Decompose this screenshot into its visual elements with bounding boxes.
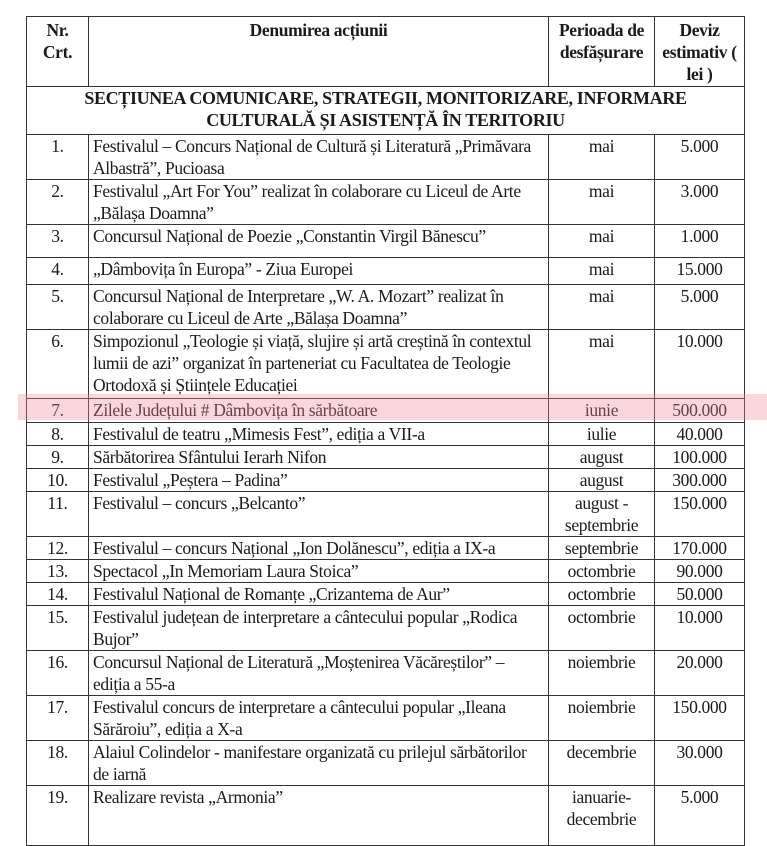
budget-cell: 5.000 — [655, 135, 745, 180]
table-row — [27, 258, 745, 285]
period-cell: mai — [549, 330, 655, 399]
section-title: SECȚIUNEA COMUNICARE, STRATEGII, MONITORIZARE, INFORMARE CULTURALĂ ȘI ASISTENȚĂ ÎN TERITORIU — [27, 87, 745, 135]
table-row — [27, 330, 745, 399]
budget-cell: 150.000 — [655, 696, 745, 741]
period-cell: august — [549, 469, 655, 492]
table-row — [27, 651, 745, 696]
table-row — [27, 285, 745, 330]
action-name-cell: Festivalul – concurs „Belcanto” — [89, 492, 549, 537]
table-row — [27, 423, 745, 446]
budget-cell: 300.000 — [655, 469, 745, 492]
period-cell: noiembrie — [549, 696, 655, 741]
action-name-cell: Alaiul Colindelor - manifestare organizată cu prilejul sărbătorilor de iarnă — [89, 741, 549, 786]
action-name-cell: Festivalul „Art For You” realizat în colaborare cu Liceul de Arte „Bălașa Doamna” — [89, 180, 549, 225]
budget-cell: 50.000 — [655, 583, 745, 606]
budget-cell: 90.000 — [655, 560, 745, 583]
row-number-cell: 9. — [27, 446, 89, 469]
period-cell: octombrie — [549, 583, 655, 606]
table-row — [27, 135, 745, 180]
row-number-cell: 16. — [27, 651, 89, 696]
budget-cell: 20.000 — [655, 651, 745, 696]
table-header-row — [27, 17, 745, 87]
row-number-cell: 6. — [27, 330, 89, 399]
period-cell: octombrie — [549, 560, 655, 583]
table-row — [27, 446, 745, 469]
action-name-cell: Simpozionul „Teologie și viață, slujire și artă creștină în contextul lumii de azi” organizat în parteneriat cu Facultatea de Teologie Ortodoxă și Științele Educației — [89, 330, 549, 399]
row-number-cell: 5. — [27, 285, 89, 330]
budget-cell: 150.000 — [655, 492, 745, 537]
action-name-cell: Festivalul „Peștera – Padina” — [89, 469, 549, 492]
action-name-cell: Spectacol „In Memoriam Laura Stoica” — [89, 560, 549, 583]
row-number-cell: 10. — [27, 469, 89, 492]
header-nr: Nr. Crt. — [27, 17, 89, 87]
table-row — [27, 786, 745, 846]
table-row — [27, 469, 745, 492]
table-row — [27, 560, 745, 583]
table-row — [27, 606, 745, 651]
action-name-cell: Zilele Județului # Dâmbovița în sărbătoare — [89, 399, 549, 423]
table-row — [27, 741, 745, 786]
row-number-cell: 11. — [27, 492, 89, 537]
row-number-cell: 7. — [27, 399, 89, 423]
period-cell: ianuarie- decembrie — [549, 786, 655, 846]
table-row — [27, 399, 745, 423]
period-cell: decembrie — [549, 741, 655, 786]
budget-cell: 100.000 — [655, 446, 745, 469]
table-row — [27, 583, 745, 606]
budget-cell: 1.000 — [655, 225, 745, 258]
budget-cell: 500.000 — [655, 399, 745, 423]
budget-cell: 10.000 — [655, 330, 745, 399]
period-cell: septembrie — [549, 537, 655, 560]
action-name-cell: Festivalul Național de Romanțe „Crizantema de Aur” — [89, 583, 549, 606]
row-number-cell: 2. — [27, 180, 89, 225]
action-name-cell: Concursul Național de Poezie „Constantin Virgil Bănescu” — [89, 225, 549, 258]
section-row — [27, 87, 745, 135]
action-name-cell: Festivalul de teatru „Mimesis Fest”, ediția a VII-a — [89, 423, 549, 446]
header-budget: Deviz estimativ ( lei ) — [655, 17, 745, 87]
budget-cell: 170.000 — [655, 537, 745, 560]
table-row — [27, 225, 745, 258]
row-number-cell: 15. — [27, 606, 89, 651]
period-cell: mai — [549, 225, 655, 258]
period-cell: iunie — [549, 399, 655, 423]
action-name-cell: Festivalul județean de interpretare a cântecului popular „Rodica Bujor” — [89, 606, 549, 651]
action-name-cell: Concursul Național de Interpretare „W. A. Mozart” realizat în colaborare cu Liceul de Arte „Bălașa Doamna” — [89, 285, 549, 330]
action-name-cell: Festivalul concurs de interpretare a cântecului popular „Ileana Sărăroiu”, ediția a X-a — [89, 696, 549, 741]
action-name-cell: Festivalul – Concurs Național de Cultură și Literatură „Primăvara Albastră”, Pucioasa — [89, 135, 549, 180]
period-cell: mai — [549, 135, 655, 180]
budget-cell: 3.000 — [655, 180, 745, 225]
budget-cell: 10.000 — [655, 606, 745, 651]
budget-cell: 5.000 — [655, 285, 745, 330]
row-number-cell: 1. — [27, 135, 89, 180]
table-row — [27, 492, 745, 537]
budget-cell: 40.000 — [655, 423, 745, 446]
action-name-cell: Sărbătorirea Sfântului Ierarh Nifon — [89, 446, 549, 469]
table-row — [27, 537, 745, 560]
action-name-cell: Concursul Național de Literatură „Moștenirea Văcăreștilor” – ediția a 55-a — [89, 651, 549, 696]
action-name-cell: „Dâmbovița în Europa” - Ziua Europei — [89, 258, 549, 285]
period-cell: mai — [549, 180, 655, 225]
table-row — [27, 180, 745, 225]
period-cell: iulie — [549, 423, 655, 446]
row-number-cell: 8. — [27, 423, 89, 446]
row-number-cell: 18. — [27, 741, 89, 786]
row-number-cell: 17. — [27, 696, 89, 741]
row-number-cell: 12. — [27, 537, 89, 560]
row-number-cell: 19. — [27, 786, 89, 846]
action-name-cell: Festivalul – concurs Național „Ion Dolănescu”, ediția a IX-a — [89, 537, 549, 560]
row-number-cell: 4. — [27, 258, 89, 285]
action-name-cell: Realizare revista „Armonia” — [89, 786, 549, 846]
row-number-cell: 14. — [27, 583, 89, 606]
header-period: Perioada de desfășurare — [549, 17, 655, 87]
row-number-cell: 3. — [27, 225, 89, 258]
header-name: Denumirea acțiunii — [89, 17, 549, 87]
period-cell: august - septembrie — [549, 492, 655, 537]
period-cell: mai — [549, 258, 655, 285]
events-budget-table — [26, 16, 745, 846]
period-cell: octombrie — [549, 606, 655, 651]
table-row — [27, 696, 745, 741]
period-cell: mai — [549, 285, 655, 330]
budget-cell: 5.000 — [655, 786, 745, 846]
row-number-cell: 13. — [27, 560, 89, 583]
period-cell: noiembrie — [549, 651, 655, 696]
budget-cell: 30.000 — [655, 741, 745, 786]
period-cell: august — [549, 446, 655, 469]
budget-cell: 15.000 — [655, 258, 745, 285]
